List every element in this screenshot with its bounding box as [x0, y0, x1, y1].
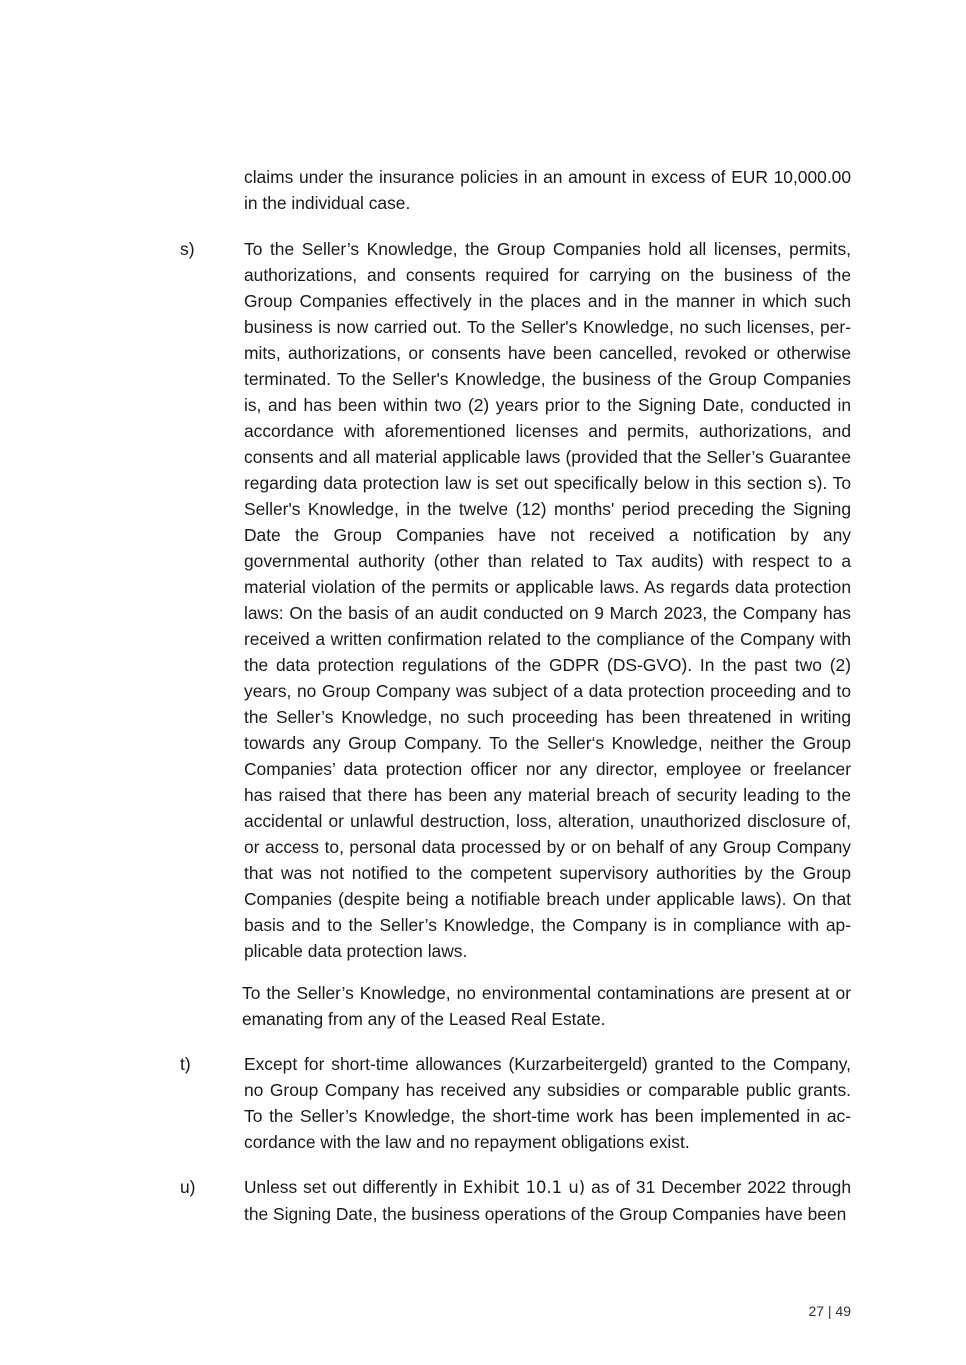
item-t-paragraph: Except for short-time allowances (Kurzarbeitergeld) granted to the Company, no Group Company has received any subsidies or comparable public grants. To the Seller’s Knowledge, the short-time work has been implemented in accordance with the law and no repayment obligations exist.: [244, 1054, 851, 1152]
environmental-paragraph: To the Seller’s Knowledge, no environmental contaminations are present at or emanating from any of the Leased Real Estate.: [242, 983, 851, 1029]
item-u-text-before: Unless set out differently in: [244, 1177, 463, 1197]
item-label-s: s): [180, 239, 195, 259]
item-label-u: u): [180, 1177, 196, 1197]
item-s-paragraph: To the Seller’s Knowledge, the Group Companies hold all licenses, permits, authorizations, and consents required for carrying on the business of the Group Companies effectively in the places and in the manner in which such business is now carried out. To the Seller's Knowledge, no such licenses, permits, authorizations, or consents have been cancelled, revoked or otherwise terminated. To the Seller's Knowledge, the business of the Group Companies is, and has been within two (2) years prior to the Signing Date, conducted in accordance with aforementioned licenses and permits, authorizations, and consents and all material applicable laws (provided that the Seller’s Guarantee regarding data protection law is set out specifically below in this section s). To Seller's Knowledge, in the twelve (12) months' period preceding the Signing Date the Group Companies have not received a notification by any governmental authority (other than related to Tax audits) with respect to a material violation of the permits or applicable laws. As regards data protection laws: On the basis of an audit conducted on 9 March 2023, the Company has received a written confirmation related to the compliance of the Company with the data protection regulations of the GDPR (DS-GVO). In the past two (2) years, no Group Company was subject of a data protection proceeding and to the Seller’s Knowledge, no such proceeding has been threatened in writing towards any Group Company. To the Seller‘s Knowledge, neither the Group Companies’ data protection officer nor any director, employee or freelancer has raised that there has been any material breach of security leading to the accidental or unlawful destruction, loss, alteration, unauthorized disclosure of, or access to, personal data processed by or on behalf of any Group Company that was not notified to the competent supervisory authorities by the Group Companies (despite being a notifiable breach under applicable laws). On that basis and to the Seller’s Knowledge, the Company is in compliance with applicable data protection laws.: [244, 239, 851, 961]
item-u-paragraph: [244, 1174, 851, 1227]
item-u-text-after: as of 31 December 2022 through the Signing Date, the business operations of the Group Companies have been: [244, 1177, 851, 1224]
continuation-paragraph: claims under the insurance policies in an amount in excess of EUR 10,000.00 in the individual case.: [244, 167, 851, 213]
exhibit-reference: Exhibit 10.1 u): [462, 1178, 586, 1197]
item-label-t: t): [180, 1054, 191, 1074]
page-number: 27 | 49: [808, 1303, 851, 1319]
